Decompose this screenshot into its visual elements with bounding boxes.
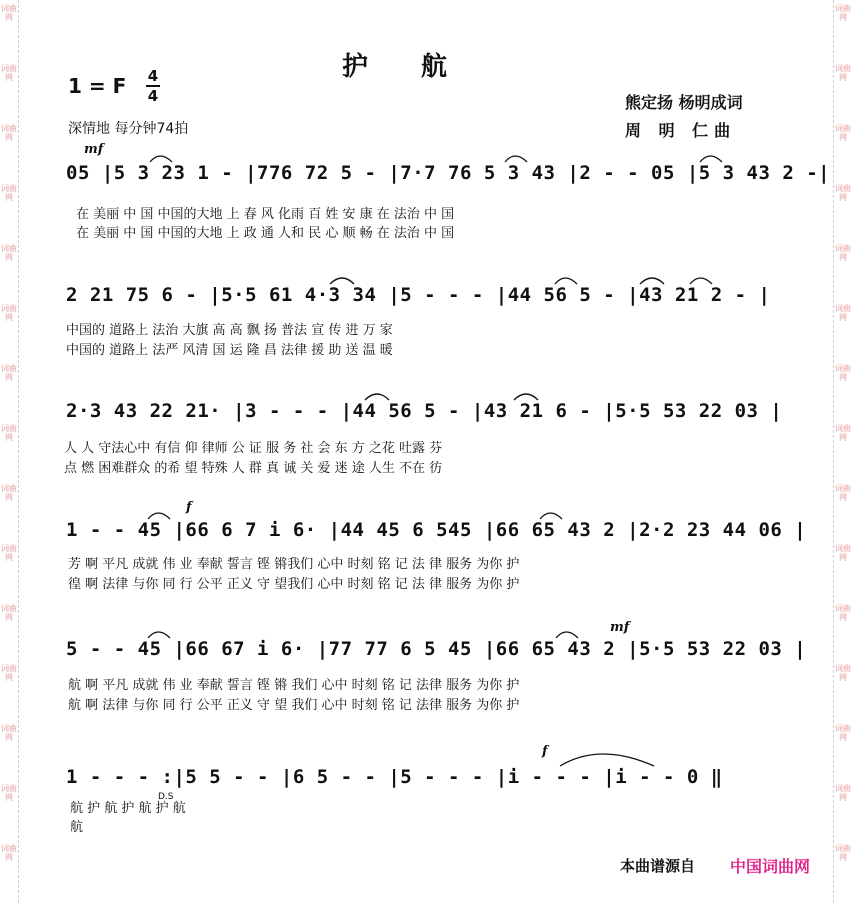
watermark-text: 词曲网 [835, 604, 851, 622]
notation-line-6: 1 - - - :|5 5 - - |6 5 - - |5 - - - |i - - - |i - - 0 ‖ [66, 766, 723, 788]
watermark-text: 词曲网 [835, 124, 851, 142]
watermark-text: 词曲网 [1, 304, 17, 322]
watermark-text: 词曲网 [1, 4, 17, 22]
lyrics-line-5-verse-1: 航 啊 平凡 成就 伟 业 奉献 誓言 铿 锵 我们 心中 时刻 铭 记 法律 服务 为你 护 [68, 678, 520, 693]
slur [556, 632, 578, 638]
dynamic-mark-mf: mf [84, 142, 104, 157]
time-signature-top: 4 [147, 67, 159, 85]
slur [365, 394, 389, 400]
watermark-text: 词曲网 [835, 844, 851, 862]
source-site-link[interactable]: 中国词曲网 [730, 857, 811, 876]
lyrics-line-2-verse-2: 中国的 道路上 法严 风清 国 运 隆 昌 法律 援 助 送 温 暖 [66, 343, 393, 358]
tie [560, 754, 654, 766]
slur [505, 156, 527, 162]
watermark-text: 词曲网 [1, 784, 17, 802]
lyrics-line-4-verse-1: 芳 啊 平凡 成就 伟 业 奉献 誓言 铿 锵我们 心中 时刻 铭 记 法 律 服务 为你 护 [68, 557, 520, 572]
lyrics-line-2-verse-1: 中国的 道路上 法治 大旗 高 高 飘 扬 普法 宣 传 进 万 家 [66, 323, 393, 338]
lyrics-line-1-verse-1: 在 美丽 中 国 中国的大地 上 春 风 化雨 百 姓 安 康 在 法治 中 国 [76, 207, 455, 222]
watermark-text: 词曲网 [1, 124, 17, 142]
watermark-text: 词曲网 [835, 784, 851, 802]
slur [555, 278, 577, 284]
source-label: 本曲谱源自 [620, 857, 696, 875]
watermark-text: 词曲网 [835, 244, 851, 262]
lyrics-line-1-verse-2: 在 美丽 中 国 中国的大地 上 政 通 人和 民 心 顺 畅 在 法治 中 国 [76, 226, 455, 241]
watermark-text: 词曲网 [835, 4, 851, 22]
watermark-text: 词曲网 [1, 604, 17, 622]
dynamic-mark-f-segno: f [186, 500, 192, 515]
lyrics-line-6-verse-2: 航 [70, 820, 84, 835]
lyrics-line-6-verse-1: 航 护 航 护 航 护 航 [70, 801, 186, 816]
slur [148, 513, 170, 519]
watermark-text: 词曲网 [1, 184, 17, 202]
watermark-text: 词曲网 [1, 664, 17, 682]
watermark-text: 词曲网 [1, 64, 17, 82]
watermark-text: 词曲网 [835, 424, 851, 442]
watermark-text: 词曲网 [1, 424, 17, 442]
watermark-text: 词曲网 [1, 244, 17, 262]
notation-line-5: 5 - - 45 |66 67 i 6· |77 77 6 5 45 |66 65 43 2 |5·5 53 22 03 | [66, 638, 807, 660]
watermark-text: 词曲网 [835, 544, 851, 562]
time-signature-bottom: 4 [147, 87, 159, 105]
notation-line-3: 2·3 43 22 21· |3 - - - |44 56 5 - |43 21 6 - |5·5 53 22 03 | [66, 400, 783, 422]
lyricist-credit: 熊定扬 杨明成词 [625, 93, 743, 112]
slur [690, 278, 712, 284]
watermark-text: 词曲网 [1, 484, 17, 502]
dynamic-mark-f-2: f [542, 744, 548, 759]
slur [640, 278, 664, 284]
key-signature: 1 = F [68, 74, 127, 98]
notation-line-2: 2 21 75 6 - |5·5 61 4·3 34 |5 - - - |44 56 5 - |43 21 2 - | [66, 284, 771, 306]
slur [148, 632, 170, 638]
watermark-text: 词曲网 [835, 304, 851, 322]
watermark-text: 词曲网 [1, 844, 17, 862]
dal-segno-mark: D.S [158, 792, 174, 802]
watermark-text: 词曲网 [1, 544, 17, 562]
watermark-text: 词曲网 [835, 664, 851, 682]
lyrics-line-5-verse-2: 航 啊 法律 与你 同 行 公平 正义 守 望 我们 心中 时刻 铭 记 法律 服务 为你 护 [68, 698, 520, 713]
tempo-marking: 深情地 每分钟74拍 [68, 121, 189, 137]
lyrics-line-4-verse-2: 徨 啊 法律 与你 同 行 公平 正义 守 望我们 心中 时刻 铭 记 法 律 服务 为你 护 [68, 577, 520, 592]
dynamic-mark-mf-2: mf [610, 620, 630, 635]
slur [540, 513, 562, 519]
lyrics-line-3-verse-1: 人 人 守法心中 有信 仰 律师 公 证 服 务 社 会 东 方 之花 吐露 芬 [64, 441, 443, 456]
watermark-text: 词曲网 [1, 724, 17, 742]
notation-line-4: 1 - - 45 |66 6 7 i 6· |44 45 6 545 |66 65 43 2 |2·2 23 44 06 | [66, 519, 807, 541]
slur [514, 394, 538, 400]
composer-credit: 周 明 仁曲 [625, 121, 737, 140]
notation-line-1: 05 |5 3 23 1 - |776 72 5 - |7·7 76 5 3 43 |2 - - 05 |5 3 43 2 -| [66, 162, 831, 184]
watermark-text: 词曲网 [835, 184, 851, 202]
watermark-text: 词曲网 [835, 484, 851, 502]
song-title: 护 航 [342, 52, 470, 82]
slur [330, 278, 354, 284]
lyrics-line-3-verse-2: 点 燃 困难群众 的希 望 特殊 人 群 真 诚 关 爱 迷 途 人生 不在 彷 [64, 461, 443, 476]
slur [700, 156, 722, 162]
watermark-text: 词曲网 [835, 364, 851, 382]
watermark-text: 词曲网 [1, 364, 17, 382]
watermark-text: 词曲网 [835, 64, 851, 82]
watermark-text: 词曲网 [835, 724, 851, 742]
slur [150, 156, 172, 162]
